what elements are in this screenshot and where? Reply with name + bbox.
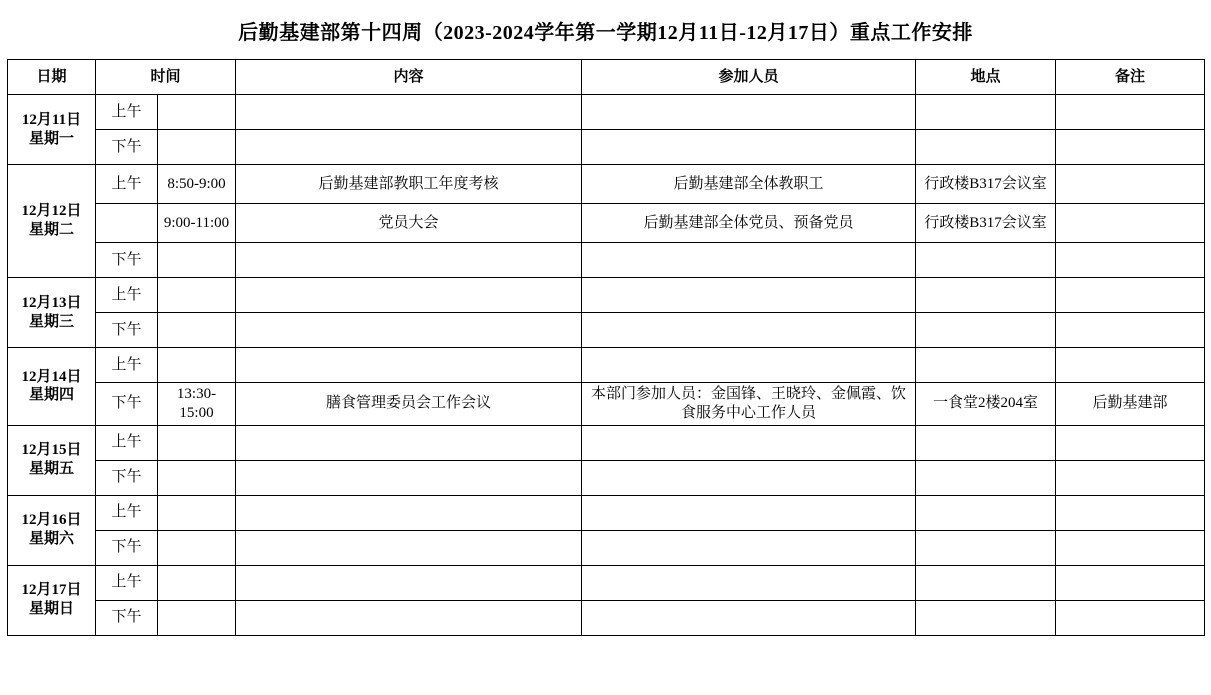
period-cell xyxy=(96,204,158,243)
remarks-cell xyxy=(1056,313,1205,348)
remarks-cell xyxy=(1056,530,1205,565)
period-cell: 上午 xyxy=(96,348,158,383)
date-line-1: 12月14日 xyxy=(21,368,82,385)
period-cell: 上午 xyxy=(96,425,158,460)
page-title: 后勤基建部第十四周（2023-2024学年第一学期12月11日-12月17日）重点工作安排 xyxy=(238,22,973,44)
time-cell xyxy=(158,600,236,635)
time-cell xyxy=(158,313,236,348)
remarks-cell xyxy=(1056,460,1205,495)
date-line-1: 12月15日 xyxy=(21,442,82,459)
date-line-1: 12月16日 xyxy=(21,512,82,529)
date-line-2: 星期一 xyxy=(28,130,74,147)
date-line-1: 12月13日 xyxy=(21,294,82,311)
period-cell: 上午 xyxy=(96,278,158,313)
column-header-date: 日期 xyxy=(8,60,96,95)
table-row xyxy=(8,243,1205,278)
content-cell: 党员大会 xyxy=(236,204,582,243)
time-cell: 9:00-11:00 xyxy=(158,204,236,243)
content-cell xyxy=(236,460,582,495)
content-cell xyxy=(236,130,582,165)
table-row xyxy=(8,383,1205,426)
remarks-cell xyxy=(1056,278,1205,313)
remarks-cell xyxy=(1056,204,1205,243)
location-cell xyxy=(916,565,1056,600)
participants-cell: 后勤基建部全体党员、预备党员 xyxy=(582,204,916,243)
time-cell xyxy=(158,348,236,383)
time-cell: 8:50-9:00 xyxy=(158,165,236,204)
participants-cell xyxy=(582,278,916,313)
period-cell: 上午 xyxy=(96,95,158,130)
remarks-cell xyxy=(1056,130,1205,165)
remarks-cell xyxy=(1056,243,1205,278)
time-cell xyxy=(158,460,236,495)
participants-cell xyxy=(582,565,916,600)
participants-cell: 本部门参加人员：金国锋、王晓玲、金佩霞、饮食服务中心工作人员 xyxy=(582,383,916,426)
date-line-2: 星期二 xyxy=(28,222,74,238)
period-cell: 下午 xyxy=(96,313,158,348)
participants-cell: 后勤基建部全体教职工 xyxy=(582,165,916,204)
table-row xyxy=(8,278,1205,313)
date-cell xyxy=(8,165,96,278)
column-header-content: 内容 xyxy=(236,60,582,95)
location-cell: 行政楼B317会议室 xyxy=(916,165,1056,204)
date-cell xyxy=(8,348,96,426)
content-cell: 膳食管理委员会工作会议 xyxy=(236,383,582,426)
location-cell: 行政楼B317会议室 xyxy=(916,204,1056,243)
content-cell xyxy=(236,565,582,600)
table-row xyxy=(8,204,1205,243)
date-line-1: 12月12日 xyxy=(21,203,82,220)
location-cell xyxy=(916,495,1056,530)
table-row xyxy=(8,130,1205,165)
content-cell xyxy=(236,348,582,383)
date-cell xyxy=(8,278,96,348)
period-cell: 下午 xyxy=(96,600,158,635)
location-cell xyxy=(916,425,1056,460)
location-cell xyxy=(916,243,1056,278)
participants-cell xyxy=(582,243,916,278)
location-cell xyxy=(916,530,1056,565)
period-cell: 下午 xyxy=(96,383,158,426)
table-header-row xyxy=(8,60,1205,95)
location-cell xyxy=(916,278,1056,313)
table-row xyxy=(8,95,1205,130)
date-line-2: 星期六 xyxy=(28,531,74,547)
period-cell: 下午 xyxy=(96,530,158,565)
table-row xyxy=(8,165,1205,204)
remarks-cell: 后勤基建部 xyxy=(1056,383,1205,426)
time-cell xyxy=(158,495,236,530)
content-cell xyxy=(236,425,582,460)
participants-cell xyxy=(582,95,916,130)
participants-cell xyxy=(582,530,916,565)
time-cell xyxy=(158,425,236,460)
table-row xyxy=(8,600,1205,635)
weekly-schedule-table xyxy=(7,59,1205,636)
time-cell xyxy=(158,278,236,313)
column-header-participants: 参加人员 xyxy=(582,60,916,95)
time-cell xyxy=(158,565,236,600)
remarks-cell xyxy=(1056,165,1205,204)
remarks-cell xyxy=(1056,348,1205,383)
date-line-2: 星期日 xyxy=(28,601,74,617)
location-cell xyxy=(916,600,1056,635)
table-row xyxy=(8,530,1205,565)
remarks-cell xyxy=(1056,495,1205,530)
period-cell: 上午 xyxy=(96,495,158,530)
date-line-2: 星期三 xyxy=(28,313,74,330)
time-cell: 13:30-15:00 xyxy=(158,383,236,426)
time-cell xyxy=(158,243,236,278)
table-row xyxy=(8,565,1205,600)
table-row xyxy=(8,313,1205,348)
table-row xyxy=(8,348,1205,383)
time-cell xyxy=(158,95,236,130)
table-body xyxy=(8,95,1205,636)
table-header xyxy=(8,60,1205,95)
content-cell xyxy=(236,600,582,635)
period-cell: 下午 xyxy=(96,243,158,278)
column-header-time: 时间 xyxy=(96,60,236,95)
period-cell: 下午 xyxy=(96,130,158,165)
participants-cell xyxy=(582,348,916,383)
participants-cell xyxy=(582,460,916,495)
content-cell xyxy=(236,495,582,530)
date-cell xyxy=(8,565,96,635)
table-row xyxy=(8,460,1205,495)
column-header-location: 地点 xyxy=(916,60,1056,95)
date-cell xyxy=(8,495,96,565)
remarks-cell xyxy=(1056,600,1205,635)
participants-cell xyxy=(582,425,916,460)
content-cell xyxy=(236,530,582,565)
table-row xyxy=(8,495,1205,530)
participants-cell xyxy=(582,495,916,530)
location-cell: 一食堂2楼204室 xyxy=(916,383,1056,426)
time-cell xyxy=(158,130,236,165)
column-header-remarks: 备注 xyxy=(1056,60,1205,95)
content-cell xyxy=(236,243,582,278)
remarks-cell xyxy=(1056,425,1205,460)
remarks-cell xyxy=(1056,95,1205,130)
content-cell xyxy=(236,313,582,348)
participants-cell xyxy=(582,313,916,348)
date-line-1: 12月17日 xyxy=(21,582,82,599)
time-cell xyxy=(158,530,236,565)
date-cell xyxy=(8,425,96,495)
remarks-cell xyxy=(1056,565,1205,600)
participants-cell xyxy=(582,130,916,165)
date-cell xyxy=(8,95,96,165)
date-line-2: 星期四 xyxy=(28,387,74,404)
period-cell: 上午 xyxy=(96,165,158,204)
content-cell: 后勤基建部教职工年度考核 xyxy=(236,165,582,204)
participants-cell xyxy=(582,600,916,635)
date-line-2: 星期五 xyxy=(28,461,74,477)
table-row xyxy=(8,425,1205,460)
location-cell xyxy=(916,348,1056,383)
location-cell xyxy=(916,460,1056,495)
period-cell: 下午 xyxy=(96,460,158,495)
content-cell xyxy=(236,278,582,313)
content-cell xyxy=(236,95,582,130)
location-cell xyxy=(916,95,1056,130)
period-cell: 上午 xyxy=(96,565,158,600)
date-line-1: 12月11日 xyxy=(21,111,82,128)
location-cell xyxy=(916,313,1056,348)
location-cell xyxy=(916,130,1056,165)
